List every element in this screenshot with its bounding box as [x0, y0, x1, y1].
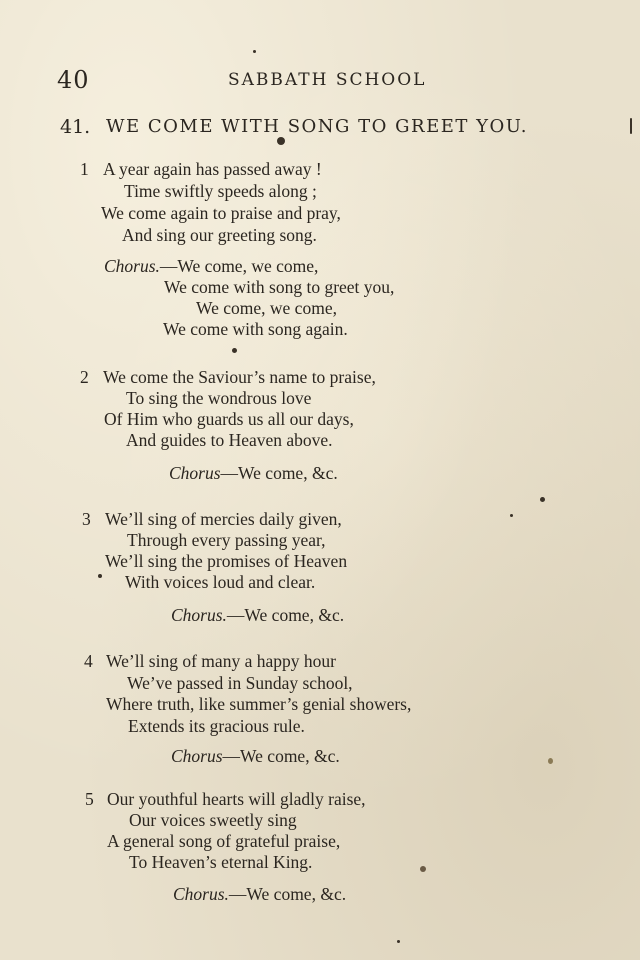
chorus-label: Chorus.: [171, 605, 227, 625]
hymn-number: 41.: [60, 116, 91, 138]
chorus-reference: [173, 884, 346, 905]
chorus-label: Chorus.: [173, 884, 229, 904]
chorus-line: We come with song again.: [163, 319, 348, 339]
paper-speck: [397, 940, 400, 943]
chorus-reference: [169, 463, 338, 484]
verse-line: A year again has passed away !: [103, 159, 322, 179]
paper-speck: [548, 758, 553, 764]
paper-speck: [277, 137, 285, 145]
paper-speck: [510, 514, 513, 517]
verse-line: We’ve passed in Sunday school,: [127, 673, 353, 693]
paper-speck: [253, 50, 256, 53]
verse-line: A general song of grateful praise,: [107, 831, 341, 851]
verse-line: To sing the wondrous love: [126, 388, 312, 408]
paper-speck: [420, 866, 426, 872]
chorus-text: —We come, &c.: [222, 746, 340, 766]
stanza-number: 4: [84, 651, 93, 671]
verse-line: To Heaven’s eternal King.: [129, 852, 313, 872]
verse-line: With voices loud and clear.: [125, 572, 316, 592]
chorus-text: —We come, &c.: [226, 605, 345, 625]
chorus-text: —We come, &c.: [228, 884, 347, 904]
paper-speck: [630, 118, 632, 134]
verse-line: Our youthful hearts will gladly raise,: [107, 789, 366, 809]
verse-line: We’ll sing the promises of Heaven: [105, 551, 348, 571]
verse-line: Extends its gracious rule.: [128, 716, 305, 736]
chorus-reference: [171, 746, 340, 767]
verse-line: Our voices sweetly sing: [129, 810, 297, 830]
chorus-label: Chorus: [169, 463, 221, 483]
verse-line: Where truth, like summer’s genial showers,: [106, 694, 412, 714]
chorus-reference: [171, 605, 344, 626]
verse-line: We’ll sing of mercies daily given,: [105, 509, 342, 529]
chorus-text: —We come, &c.: [220, 463, 338, 483]
hymn-title: WE COME WITH SONG TO GREET YOU.: [106, 116, 528, 137]
verse-line: And guides to Heaven above.: [126, 430, 333, 450]
stanza-number: 5: [85, 789, 94, 809]
verse-line: Through every passing year,: [127, 530, 326, 550]
paper-speck: [540, 497, 545, 502]
verse-line: We come again to praise and pray,: [101, 203, 341, 223]
verse-line: And sing our greeting song.: [122, 225, 317, 245]
page-number: 40: [57, 66, 90, 94]
chorus-first-line: [104, 256, 318, 277]
chorus-text: —We come, we come,: [159, 256, 319, 276]
chorus-label: Chorus.: [104, 256, 160, 276]
stanza-number: 1: [80, 159, 89, 179]
verse-line: Time swiftly speeds along ;: [124, 181, 317, 201]
stanza-number: 2: [80, 367, 89, 387]
paper-speck: [232, 348, 237, 353]
chorus-line: We come, we come,: [196, 298, 337, 318]
stanza-number: 3: [82, 509, 91, 529]
running-header: SABBATH SCHOOL: [228, 70, 427, 90]
verse-line: Of Him who guards us all our days,: [104, 409, 354, 429]
chorus-line: We come with song to greet you,: [164, 277, 395, 297]
paper-speck: [98, 574, 102, 578]
verse-line: We’ll sing of many a happy hour: [106, 651, 336, 671]
chorus-label: Chorus: [171, 746, 223, 766]
verse-line: We come the Saviour’s name to praise,: [103, 367, 376, 387]
